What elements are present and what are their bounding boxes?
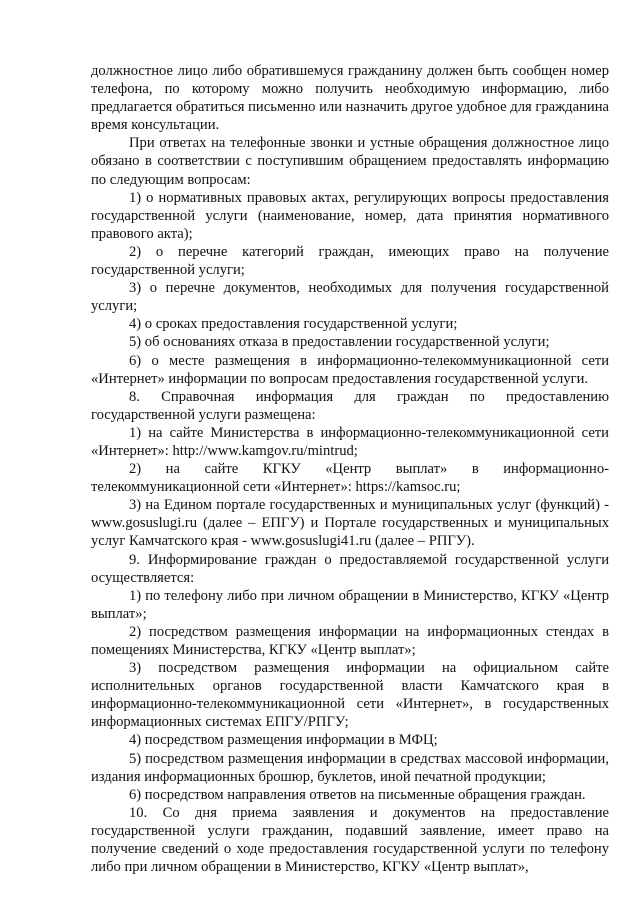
list-item-normative-acts: 1) о нормативных правовых актах, регулирующих вопросы предоставления государственной услуги (наименование, номер, дата принятия нормативного правового акта);	[91, 189, 609, 242]
list-item-payment-center-site: 2) на сайте КГКУ «Центр выплат» в информационно-телекоммуникационной сети «Интернет»: https://kamsoc.ru;	[91, 461, 609, 496]
document-body	[91, 62, 609, 876]
list-item-phone-visit: 1) по телефону либо при личном обращении в Министерство, КГКУ «Центр выплат»;	[91, 587, 609, 622]
section-10-paragraph: 10. Со дня приема заявления и документов на предоставление государственной услуги гражданин, подавший заявление, имеет право на получение сведений о ходе предоставления государственной услуги по телефону либо при личном обращении в Министерство, КГКУ «Центр выплат»,	[91, 804, 609, 876]
list-item-documents: 3) о перечне документов, необходимых для получения государственной услуги;	[91, 280, 609, 315]
list-item-refusal-grounds: 5) об основаниях отказа в предоставлении государственной услуги;	[129, 334, 550, 351]
list-item-citizen-categories: 2) о перечне категорий граждан, имеющих право на получение государственной услуги;	[91, 243, 609, 279]
list-item-terms: 4) о сроках предоставления государственной услуги;	[129, 316, 458, 333]
list-item-ministry-site: 1) на сайте Министерства в информационно-телекоммуникационной сети «Интернет»: http://www.kamgov.ru/mintrud;	[91, 424, 609, 459]
list-item-gosuslugi-portals: 3) на Едином портале государственных и муниципальных услуг (функций) - www.gosuslugi.ru (далее – ЕПГУ) и Портале государственных и муниципальных услуг Камчатского края - www.gosuslugi41.ru (далее – РПГУ).	[91, 497, 609, 550]
section-8-heading: 8. Справочная информация для граждан по предоставлению государственной услуги размещена:	[91, 388, 609, 423]
list-item-mfc: 4) посредством размещения информации в МФЦ;	[129, 732, 438, 749]
paragraph-consultation-continuation: должностное лицо либо обратившемуся гражданину должен быть сообщен номер телефона, по которому можно получить необходимую информацию, либо предлагается обратиться письменно или назначить другое удобное для гражданина время консультации.	[91, 63, 609, 134]
list-item-info-stands: 2) посредством размещения информации на информационных стендах в помещениях Министерства, КГКУ «Центр выплат»;	[91, 623, 609, 658]
list-item-written-replies: 6) посредством направления ответов на письменные обращения граждан.	[129, 786, 586, 803]
list-item-official-website: 3) посредством размещения информации на официальном сайте исполнительных органов государственной власти Камчатского края в информационно-телекоммуникационной сети «Интернет», в государственных информационных системах ЕПГУ/РПГУ;	[91, 660, 609, 731]
section-9-heading: 9. Информирование граждан о предоставляемой государственной услуги осуществляется:	[91, 551, 609, 586]
list-item-mass-media: 5) посредством размещения информации в средствах массовой информации, издания информационных брошюр, буклетов, иной печатной продукции;	[91, 750, 609, 785]
list-item-internet-placement: 6) о месте размещения в информационно-телекоммуникационной сети «Интернет» информации по вопросам предоставления государственной услуги.	[91, 352, 609, 387]
paragraph-phone-answers: При ответах на телефонные звонки и устные обращения должностное лицо обязано в соответствии с поступившим обращением предоставлять информацию по следующим вопросам:	[91, 135, 609, 188]
